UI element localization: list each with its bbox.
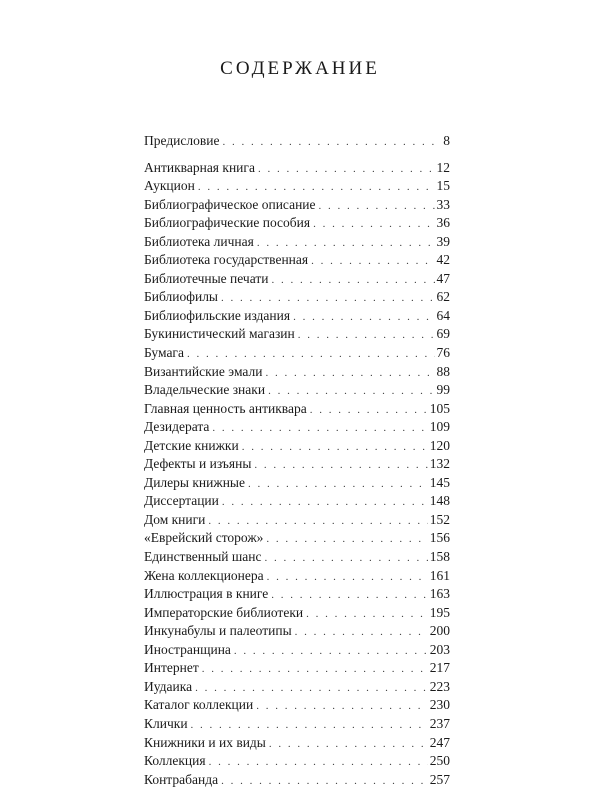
toc-entry (144, 437, 450, 456)
toc-leader-dots (209, 753, 428, 772)
toc-entry (144, 715, 450, 734)
toc-entry-page: 257 (429, 771, 450, 787)
toc-entry (144, 233, 450, 252)
toc-entry-label: «Еврейский сторож» (144, 530, 264, 546)
toc-entry-label: Жена коллекционера (144, 567, 264, 583)
toc-entry-label: Клички (144, 715, 188, 731)
toc-entry-page: 200 (429, 623, 450, 639)
toc-entry-label: Аукцион (144, 178, 195, 194)
toc-entry-page: 156 (429, 530, 450, 546)
toc-leader-dots (319, 197, 435, 216)
toc-leader-dots (221, 772, 428, 790)
toc-entry-label: Детские книжки (144, 437, 239, 453)
toc-entry-page: 62 (436, 289, 450, 305)
toc-entry-label: Коллекция (144, 753, 206, 769)
toc-entry (144, 307, 450, 326)
toc-leader-dots (208, 512, 427, 531)
toc-entry (144, 132, 450, 151)
toc-entry (144, 363, 450, 382)
toc-entry-page: 42 (436, 252, 450, 268)
toc-entry (144, 455, 450, 474)
toc-entry-label: Иудаика (144, 678, 193, 694)
toc-entry (144, 214, 450, 233)
toc-entry (144, 659, 450, 678)
toc-entry (144, 344, 450, 363)
toc-entry-label: Каталог коллекции (144, 697, 254, 713)
toc-entry (144, 548, 450, 567)
toc-leader-dots (257, 234, 435, 253)
toc-entry-label: Диссертации (144, 493, 219, 509)
toc-entry-page: 230 (429, 697, 450, 713)
toc-entry-label: Императорские библиотеки (144, 604, 304, 620)
toc-entry-label: Библиотека личная (144, 233, 254, 249)
toc-leader-dots (310, 401, 428, 420)
toc-leader-dots (234, 642, 428, 661)
toc-leader-dots (268, 382, 434, 401)
toc-entry-label: Предисловие (144, 133, 220, 148)
toc-entry-page: 39 (436, 233, 450, 249)
toc-entry-page: 163 (429, 586, 450, 602)
table-of-contents (144, 132, 450, 789)
toc-entry (144, 159, 450, 178)
toc-leader-dots (195, 679, 428, 698)
toc-entry (144, 325, 450, 344)
toc-entry-page: 152 (429, 511, 450, 527)
toc-entry-label: Антикварная книга (144, 159, 255, 175)
toc-entry (144, 529, 450, 548)
toc-entry (144, 270, 450, 289)
toc-entry-page: 15 (436, 178, 450, 194)
toc-entry (144, 381, 450, 400)
toc-leader-dots (242, 438, 428, 457)
toc-leader-dots (267, 568, 428, 587)
toc-entry-label: Инкунабулы и палеотипы (144, 623, 292, 639)
toc-leader-dots (264, 549, 427, 568)
toc-leader-dots (191, 716, 428, 735)
toc-entry-page: 148 (429, 493, 450, 509)
toc-entry-page: 132 (429, 456, 450, 472)
toc-leader-dots (198, 178, 435, 197)
toc-entry-label: Владельческие знаки (144, 382, 266, 398)
toc-entry-page: 76 (436, 345, 450, 361)
toc-leader-dots (202, 660, 428, 679)
toc-entry (144, 567, 450, 586)
toc-leader-dots (248, 475, 428, 494)
toc-leader-dots (271, 586, 428, 605)
toc-leader-dots (222, 493, 428, 512)
toc-entry-label: Византийские эмали (144, 363, 263, 379)
toc-entry (144, 604, 450, 623)
toc-entry (144, 400, 450, 419)
toc-entry-label: Иллюстрация в книге (144, 586, 269, 602)
toc-entry (144, 696, 450, 715)
toc-entry-page: 195 (429, 604, 450, 620)
toc-leader-dots (306, 605, 428, 624)
toc-entry-page: 120 (429, 437, 450, 453)
toc-entry-label: Библиофильские издания (144, 307, 291, 323)
toc-entry-page: 8 (443, 133, 450, 148)
toc-entry (144, 288, 450, 307)
toc-entry (144, 492, 450, 511)
toc-entry-page: 237 (429, 715, 450, 731)
toc-entry-page: 99 (436, 382, 450, 398)
toc-leader-dots (313, 215, 434, 234)
toc-entry (144, 474, 450, 493)
toc-entry-page: 47 (436, 270, 450, 286)
toc-entry-label: Библиографические пособия (144, 215, 311, 231)
toc-entry-page: 158 (429, 549, 450, 565)
toc-entry-page: 105 (429, 400, 450, 416)
toc-entry-label: Библиографическое описание (144, 196, 316, 212)
toc-entry-page: 203 (429, 641, 450, 657)
toc-entry (144, 418, 450, 437)
toc-entry-label: Единственный шанс (144, 549, 262, 565)
toc-leader-dots (221, 289, 435, 308)
toc-entry (144, 196, 450, 215)
toc-entry-label: Контрабанда (144, 771, 219, 787)
toc-entry-page: 250 (429, 753, 450, 769)
toc-entry-label: Дезидерата (144, 419, 210, 435)
toc-entry (144, 585, 450, 604)
toc-leader-dots (293, 308, 434, 327)
toc-leader-dots (212, 419, 427, 438)
toc-entry-label: Букинистический магазин (144, 326, 295, 342)
toc-leader-dots (222, 133, 441, 152)
toc-entry-page: 109 (429, 419, 450, 435)
toc-entry-page: 247 (429, 734, 450, 750)
toc-entry-label: Библиофилы (144, 289, 218, 305)
toc-entry-label: Дом книги (144, 511, 206, 527)
toc-leader-dots (254, 456, 427, 475)
toc-leader-dots (311, 252, 434, 271)
toc-entry-page: 217 (429, 660, 450, 676)
toc-entry-label: Библиотечные печати (144, 270, 269, 286)
toc-leader-dots (258, 160, 435, 179)
toc-leader-dots (298, 326, 435, 345)
toc-leader-dots (265, 364, 434, 383)
toc-entry (144, 177, 450, 196)
toc-leader-dots (272, 271, 435, 290)
toc-entry (144, 622, 450, 641)
toc-entry-label: Главная ценность антиквара (144, 400, 307, 416)
toc-entry (144, 511, 450, 530)
toc-entry-label: Иностранщина (144, 641, 231, 657)
toc-heading: СОДЕРЖАНИЕ (220, 58, 380, 79)
toc-entry (144, 752, 450, 771)
toc-entry (144, 641, 450, 660)
toc-entry-label: Дефекты и изъяны (144, 456, 252, 472)
toc-entry-label: Дилеры книжные (144, 474, 245, 490)
toc-entry-page: 12 (436, 159, 450, 175)
toc-entry-label: Библиотека государственная (144, 252, 309, 268)
toc-leader-dots (256, 697, 428, 716)
toc-entry-page: 161 (429, 567, 450, 583)
toc-entry-page: 69 (436, 326, 450, 342)
toc-leader-dots (187, 345, 435, 364)
toc-leader-dots (269, 735, 428, 754)
toc-entry-page: 36 (436, 215, 450, 231)
toc-entry-label: Книжники и их виды (144, 734, 266, 750)
toc-entry-page: 145 (429, 474, 450, 490)
toc-entry (144, 678, 450, 697)
toc-entry (144, 734, 450, 753)
toc-leader-dots (266, 530, 427, 549)
toc-entry (144, 771, 450, 790)
toc-entry-label: Бумага (144, 345, 184, 361)
toc-leader-dots (295, 623, 428, 642)
toc-entry-page: 88 (436, 363, 450, 379)
toc-entry-page: 64 (436, 307, 450, 323)
toc-entry-label: Интернет (144, 660, 199, 676)
toc-entry-page: 223 (429, 678, 450, 694)
toc-entry-page: 33 (436, 196, 450, 212)
toc-entry (144, 251, 450, 270)
